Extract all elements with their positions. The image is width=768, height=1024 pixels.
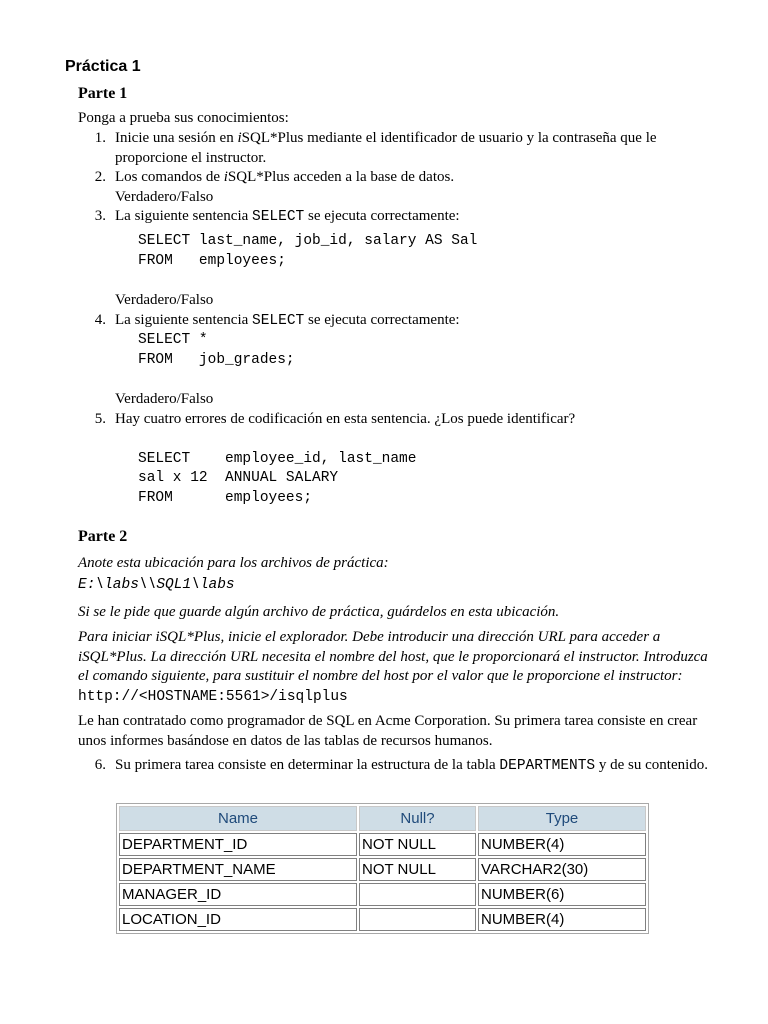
q2-text: Los comandos de iSQL*Plus acceden a la base de datos. bbox=[115, 169, 455, 185]
q3-code-line1: SELECT last_name, job_id, salary AS Sal bbox=[138, 233, 478, 249]
column-header-name: Name bbox=[119, 806, 357, 831]
q6-number: 6. bbox=[94, 757, 106, 773]
cell-name: LOCATION_ID bbox=[119, 908, 357, 931]
q3-number: 3. bbox=[94, 208, 106, 224]
part1-intro: Ponga a prueba sus conocimientos: bbox=[78, 110, 289, 126]
table-row bbox=[119, 908, 646, 931]
practice-path: E:\labs\\SQL1\labs bbox=[78, 577, 235, 593]
cell-null bbox=[359, 908, 476, 931]
cell-type: NUMBER(6) bbox=[478, 883, 646, 906]
part2-note-save: Si se le pide que guarde algún archivo de práctica, guárdelos en esta ubicación. bbox=[78, 604, 560, 620]
cell-type: VARCHAR2(30) bbox=[478, 858, 646, 881]
q2-answer: Verdadero/Falso bbox=[115, 189, 214, 205]
cell-name: DEPARTMENT_NAME bbox=[119, 858, 357, 881]
cell-name: DEPARTMENT_ID bbox=[119, 833, 357, 856]
table-row bbox=[119, 858, 646, 881]
q3-answer: Verdadero/Falso bbox=[115, 292, 214, 308]
q5-number: 5. bbox=[94, 411, 106, 427]
q5-code-line3: FROM employees; bbox=[138, 490, 313, 506]
q1-text: Inicie una sesión en iSQL*Plus mediante el identificador de usuario y la contraseña que le proporcione el instructor. bbox=[115, 130, 657, 166]
q5-code-line2: sal x 12 ANNUAL SALARY bbox=[138, 470, 339, 486]
part2-note-location: Anote esta ubicación para los archivos de práctica: bbox=[78, 555, 389, 571]
cell-type: NUMBER(4) bbox=[478, 908, 646, 931]
cell-null bbox=[359, 883, 476, 906]
column-header-null: Null? bbox=[359, 806, 476, 831]
column-header-type: Type bbox=[478, 806, 646, 831]
q2-number: 2. bbox=[94, 169, 106, 185]
q6-text: Su primera tarea consiste en determinar la estructura de la tabla DEPARTMENTS y de su contenido. bbox=[115, 757, 709, 774]
q3-text: La siguiente sentencia SELECT se ejecuta correctamente: bbox=[115, 208, 460, 225]
q3-code-line2: FROM employees; bbox=[138, 253, 286, 269]
cell-null: NOT NULL bbox=[359, 833, 476, 856]
page-title: Práctica 1 bbox=[65, 58, 141, 75]
isqlplus-url: http://<HOSTNAME:5561>/isqlplus bbox=[78, 688, 348, 705]
q4-answer: Verdadero/Falso bbox=[115, 391, 214, 407]
table-row bbox=[119, 833, 646, 856]
part2-note-isqlplus: Para iniciar iSQL*Plus, inicie el explorador. Debe introducir una dirección URL para acceder a iSQL*Plus. La dirección URL necesita el nombre del host, que le proporcionará el instructor. Introduzca el comando siguiente, para sustituir el nombre del host por el valor que le proporcione el instructor: http://<HOSTNAME:5561>/isqlplus bbox=[78, 629, 708, 705]
part1-heading: Parte 1 bbox=[78, 85, 128, 102]
q4-code-line2: FROM job_grades; bbox=[138, 352, 295, 368]
cell-type: NUMBER(4) bbox=[478, 833, 646, 856]
cell-null: NOT NULL bbox=[359, 858, 476, 881]
q1-number: 1. bbox=[94, 130, 106, 146]
table-row bbox=[119, 883, 646, 906]
departments-structure-table bbox=[116, 803, 649, 934]
part2-paragraph: Le han contratado como programador de SQL en Acme Corporation. Su primera tarea consiste en crear unos informes basándose en datos de las tablas de recursos humanos. bbox=[78, 713, 698, 749]
cell-name: MANAGER_ID bbox=[119, 883, 357, 906]
q4-code-line1: SELECT * bbox=[138, 332, 208, 348]
q4-number: 4. bbox=[94, 312, 106, 328]
q4-text: La siguiente sentencia SELECT se ejecuta correctamente: bbox=[115, 312, 460, 329]
q5-code-line1: SELECT employee_id, last_name bbox=[138, 451, 417, 467]
part2-heading: Parte 2 bbox=[78, 528, 128, 545]
q5-text: Hay cuatro errores de codificación en esta sentencia. ¿Los puede identificar? bbox=[115, 411, 576, 427]
table-header-row bbox=[119, 806, 646, 831]
